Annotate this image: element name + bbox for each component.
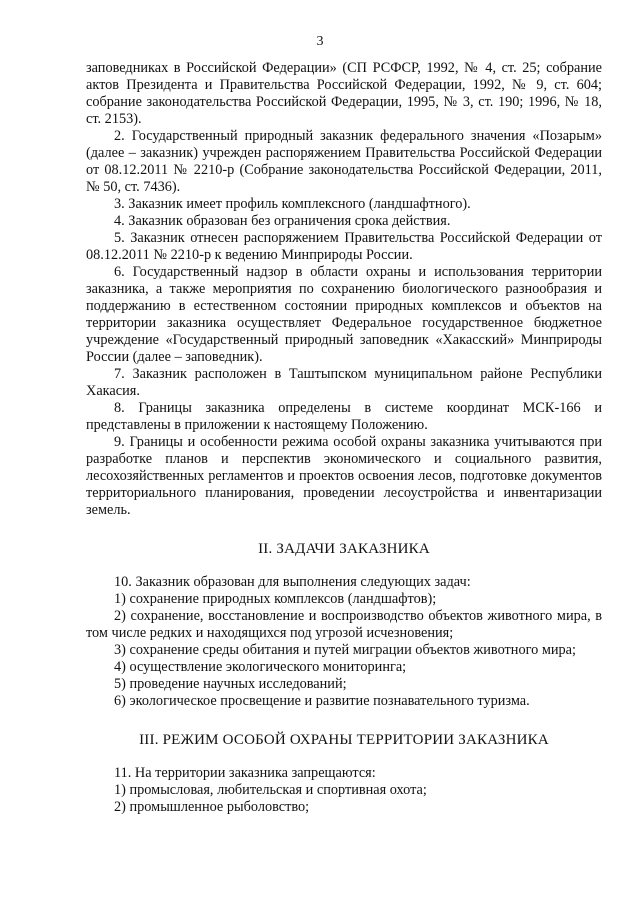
task-item-3: 3) сохранение среды обитания и путей миграции объектов животного мира; (114, 642, 576, 658)
prohibition-item-1: 1) промысловая, любительская и спортивная охота; (114, 782, 427, 798)
paragraph-5: 5. Заказник отнесен распоряжением Правительства Российской Федерации от 08.12.2011 № 2210-р к ведению Минприроды России. (86, 230, 602, 263)
paragraph-8: 8. Границы заказника определены в системе координат МСК-166 и представлены в приложении к настоящему Положению. (86, 400, 602, 433)
paragraph-11: 11. На территории заказника запрещаются: (114, 765, 376, 781)
section-3-heading: III. РЕЖИМ ОСОБОЙ ОХРАНЫ ТЕРРИТОРИИ ЗАКАЗНИКА (139, 732, 549, 748)
section-3-body (86, 765, 602, 816)
task-item-6: 6) экологическое просвещение и развитие познавательного туризма. (114, 693, 530, 709)
paragraph-7: 7. Заказник расположен в Таштыпском муниципальном районе Республики Хакасия. (86, 366, 602, 399)
paragraph-4: 4. Заказник образован без ограничения срока действия. (114, 213, 451, 229)
document-body (86, 60, 602, 816)
task-item-5: 5) проведение научных исследований; (114, 676, 347, 692)
section-1-continuation (86, 60, 602, 519)
section-2-heading: II. ЗАДАЧИ ЗАКАЗНИКА (258, 541, 430, 557)
task-item-1: 1) сохранение природных комплексов (ландшафтов); (114, 591, 437, 607)
paragraph-2: 2. Государственный природный заказник федерального значения «Позарым» (далее – заказник) учрежден распоряжением Правительства Российской Федерации от 08.12.2011 № 2210-р (Собрание законодательства Российской Федерации, 2011, № 50, ст. 7436). (86, 128, 602, 195)
paragraph-3: 3. Заказник имеет профиль комплексного (ландшафтного). (114, 196, 471, 212)
paragraph-9: 9. Границы и особенности режима особой охраны заказника учитываются при разработке планов и перспектив экономического и социального развития, лесохозяйственных регламентов и проектов освоения лесов, подготовке документов территориального планирования, проведении лесоустройства и инвентаризации земель. (86, 434, 602, 518)
page-number: 3 (316, 34, 324, 49)
section-2-body (86, 574, 602, 710)
task-item-4: 4) осуществление экологического мониторинга; (114, 659, 407, 675)
paragraph-continuation: заповедниках в Российской Федерации» (СП РСФСР, 1992, № 4, ст. 25; собрание актов Президента и Правительства Российской Федерации, 1992, № 9, ст. 604; собрание законодательства Российской Федерации, 1995, № 3, ст. 190; 1996, № 18, ст. 2153). (86, 60, 602, 127)
task-item-2: 2) сохранение, восстановление и воспроизводство объектов животного мира, в том числе редких и находящихся под угрозой исчезновения; (86, 608, 602, 641)
paragraph-10: 10. Заказник образован для выполнения следующих задач: (114, 574, 471, 590)
prohibition-item-2: 2) промышленное рыболовство; (114, 799, 310, 815)
paragraph-6: 6. Государственный надзор в области охраны и использования территории заказника, а также мероприятия по сохранению биологического разнообразия и поддержанию в естественном состоянии природных комплексов и объектов на территории заказника осуществляет Федеральное государственное бюджетное учреждение «Государственный природный заповедник «Хакасский» Минприроды России (далее – заповедник). (86, 264, 602, 365)
